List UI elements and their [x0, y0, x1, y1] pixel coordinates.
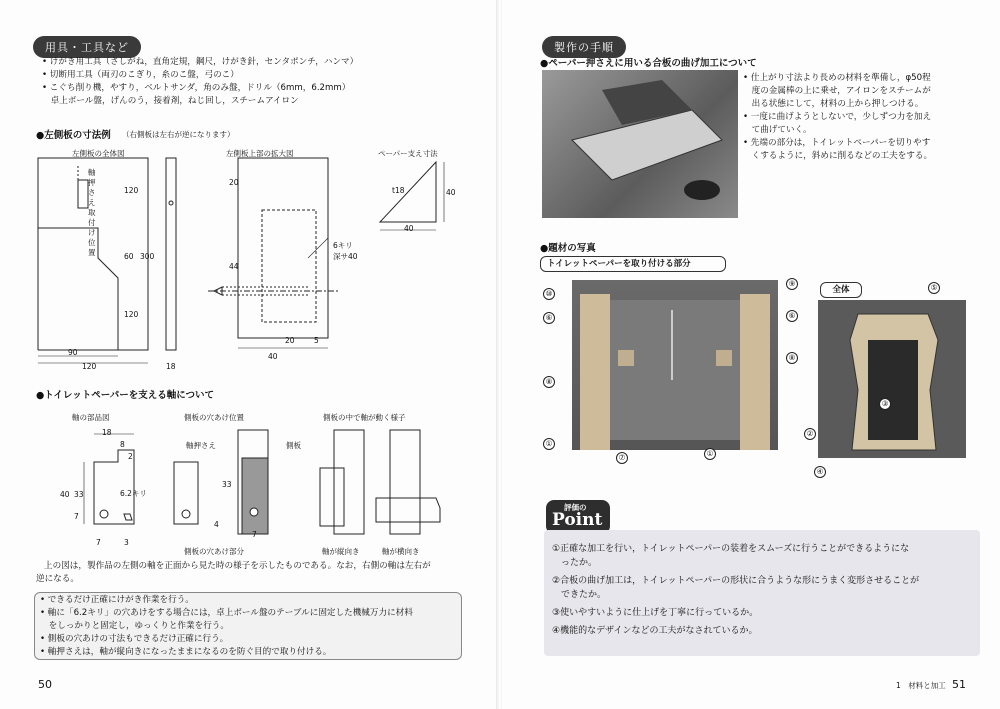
tools-line: • 切断用工具（両刃のこぎり，糸のこ盤，弓のこ）	[42, 70, 239, 80]
whole-photo	[818, 300, 966, 458]
fig1-dim: 60	[124, 252, 134, 261]
bend-line: • 仕上がり寸法より長めの材料を準備し，φ50程	[743, 73, 931, 83]
fig1-dim: 300	[140, 252, 155, 261]
eval-line: ③使いやすいように仕上げを丁寧に行っているか。	[552, 608, 759, 618]
holder-photo	[572, 280, 778, 450]
fig2-drill: 6キリ	[333, 241, 353, 250]
page-number-right: 51	[952, 678, 966, 691]
fig1-dim: 120	[124, 186, 139, 195]
photo1-label: トイレットペーパーを取り付ける部分	[540, 256, 726, 272]
ax2-dim: 33	[222, 480, 232, 489]
ax2-label-side: 側板	[286, 441, 301, 450]
page-number-left: 50	[38, 678, 52, 691]
iron-photo	[542, 70, 738, 218]
tip-line: をしっかりと固定し，ゆっくりと作業を行う。	[40, 621, 229, 631]
ax1-drill: 6.2キリ	[120, 489, 147, 498]
callout-10: ⑩	[543, 288, 555, 300]
ax1-dim: 7	[96, 538, 101, 547]
tip-line: • 軸押さえは，軸が縦向きになったままになるのを防ぐ目的で取り付ける。	[40, 647, 332, 657]
ax1-dim: 40	[60, 490, 70, 499]
callout-6: ⑥	[543, 312, 555, 324]
fig1-vert-text: 軸押さえ取付け位置	[88, 168, 96, 257]
callout-9: ⑨	[786, 278, 798, 290]
ax2-dim: 4	[214, 520, 219, 529]
dim-heading: ●左側板の寸法例	[36, 130, 111, 141]
fig1-dim: 120	[82, 362, 97, 371]
callout-6b: ⑥	[786, 310, 798, 322]
fig2-dim: 20	[229, 178, 239, 187]
fig2-dim: 40	[268, 352, 278, 361]
ax3-drawing	[316, 428, 456, 538]
fig1-dim: 120	[124, 310, 139, 319]
fig3-dim: 40	[404, 224, 414, 233]
ax1-label: 軸の部品図	[72, 413, 110, 422]
callout-3: ③	[879, 398, 891, 410]
eval-line: ったか。	[552, 558, 598, 568]
ax2-label-axle-holder: 軸押さえ	[186, 441, 216, 450]
bend-line: くするように，斜めに削るなどの工夫をする。	[743, 151, 933, 161]
fig2-label: 左側板上部の拡大図	[226, 149, 294, 158]
fig3-dim: t18	[392, 186, 405, 195]
ax1-dim: 18	[102, 428, 112, 437]
fig3-label: ペーパー支え寸法	[378, 149, 438, 158]
photo2-label: 全体	[820, 282, 862, 298]
eval-badge-point: Point	[552, 510, 603, 530]
fig2-depth: 深サ40	[333, 252, 358, 261]
ax1-dim: 8	[120, 440, 125, 449]
tip-line: • 軸に「6.2キリ」の穴あけをする場合には，卓上ボール盤のテーブルに固定した機械万力に材料	[40, 608, 413, 618]
tip-line: • 側板の穴あけの寸法もできるだけ正確に行う。	[40, 634, 229, 644]
tools-line: 卓上ボール盤，げんのう，接着剤，ねじ回し，スチームアイロン	[42, 96, 299, 106]
callout-2: ②	[804, 428, 816, 440]
callout-8: ⑧	[543, 376, 555, 388]
dim-note: （右側板は左右が逆になります）	[122, 130, 235, 139]
callout-4: ④	[814, 466, 826, 478]
axle-heading: ●トイレットペーパーを支える軸について	[36, 390, 215, 401]
ax1-drawing	[70, 428, 150, 538]
ax1-dim: 2	[128, 452, 133, 461]
tip-line: • できるだけ正確にけがき作業を行う。	[40, 595, 194, 605]
ax2-caption: 側板の穴あけ部分	[184, 547, 244, 556]
ax1-dim: 7	[74, 512, 79, 521]
fig2-dim: 44	[229, 262, 239, 271]
ax2-label: 側板の穴あけ位置	[184, 413, 244, 422]
ax1-dim: 3	[124, 538, 129, 547]
ax3-cap2: 軸が横向き	[382, 547, 420, 556]
axle-paragraph: 上の図は，製作品の左側の軸を正面から見た時の様子を示したものである。なお，右側の軸は左右が	[44, 561, 431, 571]
bend-line: 度の金属棒の上に乗せ，アイロンをスチームが	[743, 86, 931, 96]
ax3-cap1: 軸が縦向き	[322, 547, 360, 556]
fig2-dim: 20	[285, 336, 295, 345]
tools-line: • こぐち削り機，やすり，ベルトサンダ，角のみ盤，ドリル（6mm，6.2mm）	[42, 83, 351, 93]
steps-heading: 製作の手順	[542, 36, 626, 58]
footer-section: 1 材料と加工	[896, 681, 946, 690]
eval-line: ①正確な加工を行い，トイレットペーパーの装着をスムーズに行うことができるようにな	[552, 544, 910, 554]
eval-line: ②合板の曲げ加工は，トイレットペーパーの形状に合うような形にうまく変形させることが	[552, 576, 920, 586]
photo-heading: ●題材の写真	[540, 243, 596, 254]
fig1-label: 左側板の全体図	[72, 149, 125, 158]
callout-1: ①	[543, 438, 555, 450]
callout-5: ⑤	[928, 282, 940, 294]
fig1-drawing	[38, 158, 178, 378]
bend-line: 出る状態にして，材料の上から押しつける。	[743, 99, 924, 109]
callout-1b: ①	[704, 448, 716, 460]
tools-line: • けがき用工具（さしがね，直角定規，鋼尺，けがき針，センタポンチ，ハンマ）	[42, 57, 359, 67]
bend-line: • 先端の部分は，トイレットペーパーを切りやす	[743, 138, 931, 148]
tools-heading: 用具・工具など	[33, 36, 141, 58]
fig3-drawing	[378, 162, 458, 232]
fig2-dim: 5	[314, 336, 319, 345]
axle-paragraph: 逆になる。	[36, 574, 79, 584]
bend-line: て曲げていく。	[743, 125, 812, 135]
fig1-dim: 90	[68, 348, 78, 357]
callout-8b: ⑧	[786, 352, 798, 364]
eval-line: できたか。	[552, 590, 607, 600]
ax3-label: 側板の中で軸が動く様子	[323, 413, 406, 422]
eval-badge-heading: 評価の	[564, 503, 587, 512]
bend-heading: ●ペーパー押さえに用いる合板の曲げ加工について	[540, 58, 757, 69]
right-page	[502, 0, 1000, 709]
left-page	[0, 0, 498, 709]
eval-line: ④機能的なデザインなどの工夫がなされているか。	[552, 626, 758, 636]
ax1-dim: 33	[74, 490, 84, 499]
fig3-dim: 40	[446, 188, 456, 197]
bend-line: • 一度に曲げようとしないで，少しずつ力を加え	[743, 112, 932, 122]
ax2-dim: 7	[252, 530, 257, 539]
fig1-dim: 18	[166, 362, 176, 371]
callout-7: ⑦	[616, 452, 628, 464]
